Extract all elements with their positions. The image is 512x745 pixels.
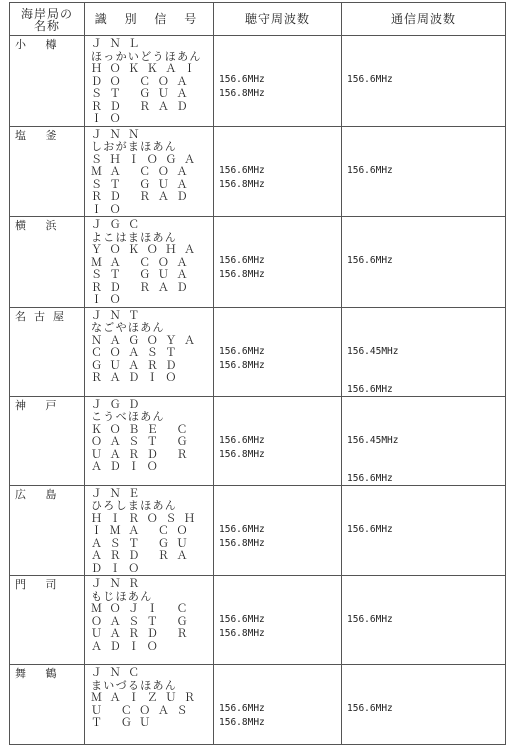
callsign-cell [85,307,214,396]
header-listen-freq: 聴守周波数 [214,3,342,36]
callsign-code: ＪＮＮ [91,127,147,141]
station-name: 舞 鶴 [10,665,85,745]
callsign-code: ＪＮＥ [91,486,147,500]
comm-frequency: 156.6MHz [347,472,393,484]
callsign-roman: ＹＯＫＯＨＡＭＡ ＣＯＡＳＴ ＧＵＡＲＤ ＲＡＤＩＯ [91,243,203,306]
callsign-code: ＪＧＤ [91,397,147,411]
listen-frequency-cell [214,576,342,665]
comm-frequency-cell [342,126,506,217]
listen-frequency: 156.8MHz [219,178,265,190]
listen-frequency-cell [214,485,342,576]
callsign-roman: ＮＡＧＯＹＡ ＣＯＡＳＴ ＧＵＡＲＤ ＲＡＤＩＯ [91,333,203,384]
callsign-roman: ＭＡＩＺＵＲＵ ＣＯＡＳＴ ＧＵ [91,691,203,729]
table-row [10,665,506,745]
callsign-roman: ＨＩＲＯＳＨＩＭＡ ＣＯＡＳＴ ＧＵＡＲＤ ＲＡＤＩＯ [91,511,203,575]
table-row [10,307,506,396]
listen-frequency-cell [214,126,342,217]
table-row [10,576,506,665]
listen-frequency: 156.6MHz [219,164,265,176]
listen-frequency: 156.6MHz [219,523,265,535]
header-callsign: 識 別 信 号 [85,3,214,36]
comm-frequency-cell [342,576,506,665]
comm-frequency: 156.6MHz [347,523,393,535]
comm-frequency-cell [342,307,506,396]
comm-frequency-cell [342,36,506,127]
callsign-cell [85,36,214,127]
listen-frequency: 156.8MHz [219,717,265,728]
comm-frequency: 156.45MHz [347,434,399,446]
callsign-cell [85,217,214,308]
callsign-cell [85,576,214,665]
listen-frequency-cell [214,36,342,127]
listen-frequency: 156.8MHz [219,359,265,371]
callsign-code: ＪＮＲ [91,577,147,590]
listen-frequency: 156.8MHz [219,88,265,99]
listen-frequency: 156.6MHz [219,614,265,625]
station-name: 門 司 [10,576,85,665]
table-row [10,396,506,485]
header-comm-freq: 通信周波数 [342,3,506,36]
callsign-cell [85,485,214,576]
callsign-kana: しおがまほあん [91,140,178,153]
callsign-roman: ＳＨＩＯＧＡＭＡ ＣＯＡＳＴ ＧＵＡＲＤ ＲＡＤＩＯ [91,152,203,216]
header-row [10,3,506,36]
callsign-code: ＪＧＣ [91,218,147,231]
listen-frequency: 156.6MHz [219,74,265,85]
comm-frequency-cell [342,485,506,576]
listen-frequency-cell [214,665,342,745]
listen-frequency-cell [214,396,342,485]
callsign-code: ＪＮＴ [91,308,147,322]
station-name: 塩 釜 [10,126,85,217]
callsign-kana: なごやほあん [91,321,165,334]
listen-frequency-cell [214,307,342,396]
callsign-roman: ＫＯＢＥ ＣＯＡＳＴ ＧＵＡＲＤ ＲＡＤＩＯ [91,422,196,473]
callsign-kana: よこはまほあん [91,230,178,244]
listen-frequency: 156.8MHz [219,537,265,549]
comm-frequency: 156.6MHz [347,255,393,266]
callsign-code: ＪＮＣ [91,666,147,679]
table-row [10,36,506,127]
listen-frequency: 156.8MHz [219,448,265,460]
comm-frequency-cell [342,665,506,745]
callsign-roman: ＨＯＫＫＡＩＤＯ ＣＯＡＳＴ ＧＵＡＲＤ ＲＡＤＩＯ [91,62,203,125]
callsign-kana: ひろしまほあん [91,499,178,512]
header-station-name [10,3,85,36]
table-row [10,126,506,217]
station-name: 小 樽 [10,36,85,127]
listen-frequency: 156.6MHz [219,703,265,714]
table-row [10,485,506,576]
callsign-code: ＪＮＬ [91,37,147,50]
table-row [10,217,506,308]
station-name: 広 島 [10,485,85,576]
listen-frequency: 156.8MHz [219,628,265,639]
callsign-kana: こうべほあん [91,410,165,423]
comm-frequency: 156.6MHz [347,164,393,176]
callsign-kana: もじほあん [91,589,153,603]
comm-frequency: 156.6MHz [347,703,393,714]
listen-frequency: 156.6MHz [219,434,265,446]
listen-frequency: 156.8MHz [219,269,265,280]
coast-station-table [9,2,506,745]
comm-frequency: 156.6MHz [347,74,393,85]
callsign-cell [85,665,214,745]
listen-frequency: 156.6MHz [219,345,265,357]
comm-frequency: 156.6MHz [347,614,393,625]
comm-frequency: 156.6MHz [347,383,393,395]
station-name: 名古屋 [10,307,85,396]
callsign-roman: ＭＯＪＩ ＣＯＡＳＴ ＧＵＡＲＤ ＲＡＤＩＯ [91,602,196,653]
callsign-kana: ほっかいどうほあん [91,49,202,63]
comm-frequency-cell [342,217,506,308]
callsign-cell [85,396,214,485]
comm-frequency: 156.45MHz [347,345,399,357]
listen-frequency-cell [214,217,342,308]
listen-frequency: 156.6MHz [219,255,265,266]
station-name: 神 戸 [10,396,85,485]
station-name: 横 浜 [10,217,85,308]
comm-frequency-cell [342,396,506,485]
callsign-cell [85,126,214,217]
callsign-kana: まいづるほあん [91,678,178,692]
header-station-name-text: 海岸局の 名称 [20,6,73,33]
